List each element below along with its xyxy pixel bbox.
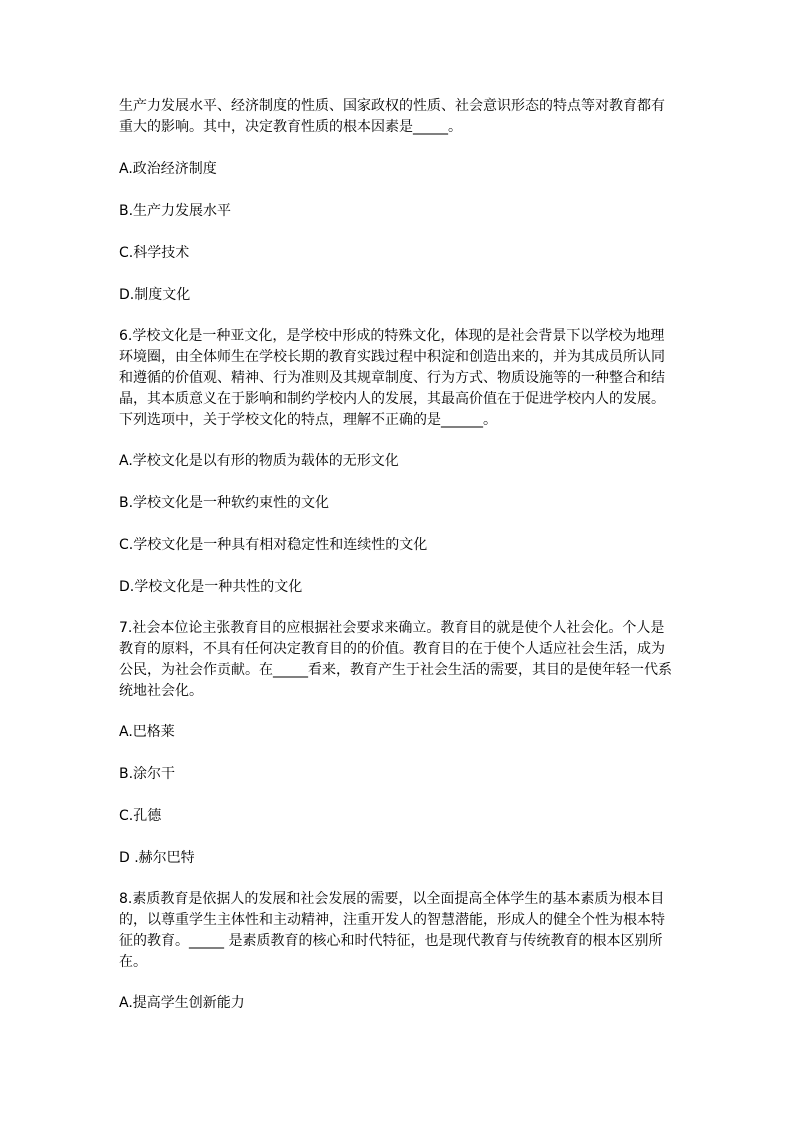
question-6-option-d: D.学校文化是一种共性的文化 (119, 579, 303, 595)
stem-line: 8.素质教育是依据人的发展和社会发展的需要，以全面提高全体学生的基本素质为根本目 (119, 891, 665, 907)
question-7-option-d: D .赫尔巴特 (119, 850, 195, 866)
stem-line: 环境圈，由全体师生在学校长期的教育实践过程中积淀和创造出来的，并为其成员所认同 (119, 349, 665, 365)
question-7-option-c: C.孔德 (119, 808, 162, 824)
question-6-option-c: C.学校文化是一种具有相对稳定性和连续性的文化 (119, 537, 428, 553)
question-8-option-a: A.提高学生创新能力 (119, 995, 245, 1011)
question-8-stem (119, 889, 679, 973)
question-7-option-b: B.涂尔干 (119, 766, 176, 782)
stem-line: 统地社会化。 (119, 683, 203, 699)
stem-line: 晶，其本质意义在于影响和制约学校内人的发展，其最高价值在于促进学校内人的发展。 (119, 391, 665, 407)
stem-line: 的，以尊重学生主体性和主动精神，注重开发人的智慧潜能，形成人的健全个性为根本特 (119, 912, 665, 928)
stem-line: 公民，为社会作贡献。在_____看来，教育产生于社会生活的需要，其目的是使年轻一代系 (119, 662, 672, 678)
question-5-option-d: D.制度文化 (119, 287, 191, 303)
stem-line: 7.社会本位论主张教育目的应根据社会要求来确立。教育目的就是使个人社会化。个人是 (119, 620, 665, 636)
question-5-stem (119, 96, 679, 138)
stem-line: 重大的影响。其中，决定教育性质的根本因素是_____。 (119, 119, 462, 135)
stem-line: 和遵循的价值观、精神、行为准则及其规章制度、行为方式、物质设施等的一种整合和结 (119, 370, 665, 386)
stem-line: 6.学校文化是一种亚文化，是学校中形成的特殊文化，体现的是社会背景下以学校为地理 (119, 328, 665, 344)
question-5-option-c: C.科学技术 (119, 245, 190, 261)
stem-line: 生产力发展水平、经济制度的性质、国家政权的性质、社会意识形态的特点等对教育都有 (119, 98, 665, 114)
stem-line: 下列选项中，关于学校文化的特点，理解不正确的是______。 (119, 412, 497, 428)
stem-line: 教育的原料，不具有任何决定教育目的的价值。教育目的在于使个人适应社会生活，成为 (119, 641, 665, 657)
question-7-stem (119, 618, 679, 702)
question-7-option-a: A.巴格莱 (119, 724, 175, 740)
question-6-stem (119, 326, 679, 431)
question-6-option-b: B.学校文化是一种软约束性的文化 (119, 495, 330, 511)
question-5-option-a: A.政治经济制度 (119, 161, 217, 177)
stem-line: 在。 (119, 954, 147, 970)
stem-line: 征的教育。_____ 是素质教育的核心和时代特征，也是现代教育与传统教育的根本区别所 (119, 933, 663, 949)
question-5-option-b: B.生产力发展水平 (119, 203, 232, 219)
question-6-option-a: A.学校文化是以有形的物质为载体的无形文化 (119, 453, 399, 469)
